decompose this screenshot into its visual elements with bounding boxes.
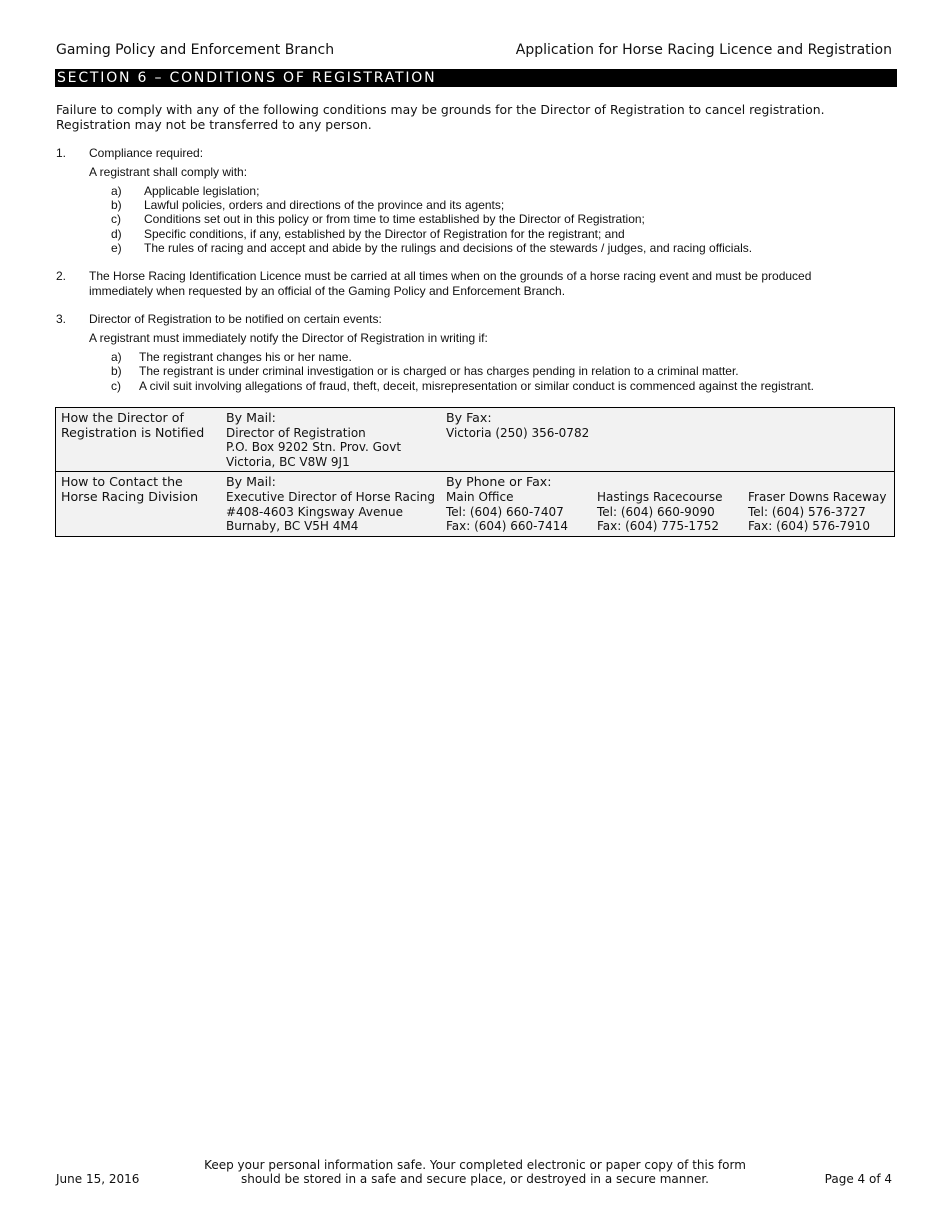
mail-line: Burnaby, BC V5H 4M4 <box>226 519 359 534</box>
row-label-line: Registration is Notified <box>61 424 205 440</box>
office-name: Main Office <box>446 489 514 504</box>
office-fax: Fax: (604) 775-1752 <box>597 519 719 534</box>
subitem-letter: c) <box>111 379 121 393</box>
intro-paragraph: Failure to comply with any of the following conditions may be grounds for the Director of Registration to cancel registration. Registration may not be transferred to any person. <box>56 102 825 132</box>
fax-number: Victoria (250) 356-0782 <box>446 425 590 440</box>
fax-cell <box>446 408 895 472</box>
item-title: Director of Registration to be notified on certain events: <box>89 312 382 326</box>
office-fax: Fax: (604) 576-7910 <box>748 519 870 534</box>
mail-line: #408-4603 Kingsway Avenue <box>226 504 403 519</box>
contact-row-director <box>56 408 895 472</box>
item-number: 1. <box>56 146 67 160</box>
mail-line: Executive Director of Horse Racing <box>226 489 435 504</box>
fax-heading: By Fax: <box>446 410 492 425</box>
office-cell-hastings <box>597 472 748 536</box>
row-label-line: How the Director of <box>61 410 184 425</box>
subitem-text: Conditions set out in this policy or from time to time established by the Director of Registration; <box>144 212 645 226</box>
row-label-line: Horse Racing Division <box>61 488 199 504</box>
item-title: Compliance required: <box>89 146 204 160</box>
row-label-line: How to Contact the <box>61 474 183 490</box>
mail-cell <box>226 408 446 472</box>
subitem-text: The registrant is under criminal investigation or is charged or has charges pending in relation to a criminal matter. <box>139 364 739 378</box>
item-lead: A registrant shall comply with: <box>89 165 248 179</box>
office-tel: Tel: (604) 660-9090 <box>597 504 715 519</box>
subitem-letter: d) <box>111 227 122 241</box>
row-label-cell <box>56 408 227 472</box>
subitem-letter: c) <box>111 212 121 226</box>
mail-heading: By Mail: <box>226 474 276 490</box>
subitem-letter: a) <box>111 184 122 198</box>
footer-page-number: Page 4 of 4 <box>824 1172 892 1186</box>
subitem-text: Applicable legislation; <box>144 184 260 198</box>
office-tel: Tel: (604) 660-7407 <box>446 504 564 519</box>
subitem-letter: b) <box>111 364 122 378</box>
office-cell-fraser <box>748 472 895 536</box>
item-number: 3. <box>56 312 67 326</box>
header-branch-name: Gaming Policy and Enforcement Branch <box>56 42 335 58</box>
mail-line: Director of Registration <box>226 425 366 440</box>
row-label-cell <box>56 472 227 536</box>
phone-heading: By Phone or Fax: <box>446 474 552 490</box>
mail-line: P.O. Box 9202 Stn. Prov. Govt <box>226 440 402 455</box>
footer-note-line: should be stored in a safe and secure place, or destroyed in a secure manner. <box>240 1172 709 1187</box>
office-tel: Tel: (604) 576-3727 <box>748 504 866 519</box>
office-fax: Fax: (604) 660-7414 <box>446 519 568 534</box>
contact-row-horse-racing <box>56 472 895 536</box>
subitem-text: The rules of racing and accept and abide by the rulings and decisions of the stewards / judges, and racing officials. <box>144 241 753 255</box>
subitem-letter: b) <box>111 198 122 212</box>
section-title-bar: SECTION 6 – CONDITIONS OF REGISTRATION <box>55 69 897 87</box>
subitem-text: A civil suit involving allegations of fraud, theft, deceit, misrepresentation or similar conduct is commenced against the registrant. <box>139 379 814 393</box>
header-form-title: Application for Horse Racing Licence and Registration <box>515 42 892 58</box>
item-text-line-1: The Horse Racing Identification Licence must be carried at all times when on the grounds of a horse racing event and must be produced <box>89 269 812 283</box>
mail-cell <box>226 472 446 536</box>
mail-heading: By Mail: <box>226 410 276 425</box>
subitem-letter: a) <box>111 350 122 364</box>
subitem-text: Lawful policies, orders and directions of the province and its agents; <box>144 198 505 212</box>
office-name: Fraser Downs Raceway <box>748 489 887 504</box>
item-text-line-2: immediately when requested by an official of the Gaming Policy and Enforcement Branch. <box>89 284 566 298</box>
footer-note-line: Keep your personal information safe. Your completed electronic or paper copy of this form <box>204 1158 746 1172</box>
mail-line: Victoria, BC V8W 9J1 <box>226 454 350 469</box>
office-name: Hastings Racecourse <box>597 489 723 504</box>
contact-table <box>55 407 895 537</box>
item-number: 2. <box>56 269 67 283</box>
office-cell-main <box>446 472 597 536</box>
subitem-text: The registrant changes his or her name. <box>139 350 352 364</box>
footer-privacy-note <box>200 1158 750 1187</box>
subitem-text: Specific conditions, if any, established by the Director of Registration for the registrant; and <box>144 227 625 241</box>
subitem-letter: e) <box>111 241 122 255</box>
item-lead: A registrant must immediately notify the Director of Registration in writing if: <box>89 331 488 345</box>
footer-date: June 15, 2016 <box>56 1172 140 1186</box>
